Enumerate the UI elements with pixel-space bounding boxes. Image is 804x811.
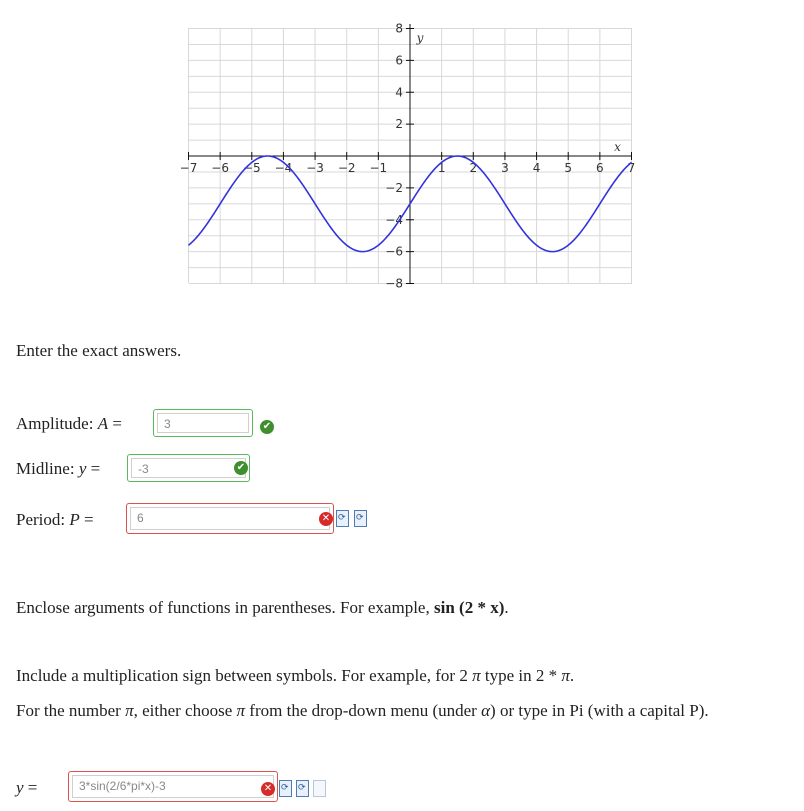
hint-pi [16, 701, 709, 721]
hint-multiplication [16, 666, 574, 686]
x-tick-label: −6 [211, 161, 229, 175]
y-tick-label: −8 [385, 276, 403, 291]
equation-row [16, 778, 37, 798]
show-answer-icon[interactable]: ⟳ [296, 780, 309, 797]
hint-pi-text: For the number [16, 701, 126, 720]
pi-symbol: π [125, 701, 134, 720]
x-tick-label: 1 [437, 161, 446, 175]
y-tick-label: 2 [395, 117, 403, 132]
y-tick-label: 4 [395, 85, 403, 100]
midline-input[interactable]: -3 [131, 458, 246, 478]
period-equals: = [84, 510, 94, 529]
equation-equals: = [27, 778, 38, 797]
x-tick-label: −1 [369, 161, 388, 175]
x-tick-label: −4 [274, 161, 293, 175]
correct-check-icon: ✔ [260, 420, 274, 434]
alpha-symbol: α [481, 701, 491, 720]
amplitude-row [16, 414, 122, 434]
correct-check-icon: ✔ [234, 461, 248, 475]
y-tick-label: −6 [385, 244, 403, 259]
x-tick-label: 5 [564, 161, 573, 175]
equation-input[interactable]: 3*sin(2/6*pi*x)-3 [72, 775, 274, 798]
amplitude-equals: = [112, 414, 122, 433]
period-input-wrapper [126, 503, 334, 534]
x-tick-label: 2 [469, 161, 478, 175]
x-tick-label: 4 [532, 161, 541, 175]
amplitude-input[interactable]: 3 [157, 413, 249, 433]
y-tick-label: 8 [395, 21, 403, 36]
incorrect-x-icon: ✕ [261, 782, 275, 796]
y-axis-label: y [416, 31, 424, 45]
hint-multiplication-text: Include a multiplication sign between symbols. For example, for 2 [16, 666, 473, 685]
amplitude-input-wrapper [153, 409, 253, 437]
hint-pi-text-4: ) or type in Pi (with a capital P). [490, 701, 709, 720]
x-tick-label: −3 [306, 161, 324, 175]
preview-answer-icon[interactable]: ⟳ [336, 510, 349, 527]
incorrect-x-icon: ✕ [319, 512, 333, 526]
midline-equals: = [90, 459, 101, 478]
x-tick-label: 3 [501, 161, 509, 175]
y-tick-label: −2 [385, 180, 403, 195]
x-tick-label: −7 [179, 161, 198, 175]
preview-answer-icon[interactable]: ⟳ [279, 780, 292, 797]
x-tick-label: −2 [337, 161, 356, 175]
amplitude-var: A [97, 414, 109, 433]
hint-parentheses [16, 598, 509, 618]
amplitude-label: Amplitude: [16, 414, 94, 433]
hint-parentheses-end: . [504, 598, 509, 617]
equation-input-wrapper [68, 771, 278, 802]
x-axis-label: x [614, 140, 621, 154]
graph-preview-icon[interactable] [313, 780, 326, 797]
sine-graph [0, 0, 804, 300]
instructions-text: Enter the exact answers. [16, 341, 182, 360]
pi-symbol: π [472, 666, 481, 685]
hint-pi-text-3: from the drop-down menu (under [245, 701, 482, 720]
y-tick-label: 6 [395, 53, 403, 68]
pi-symbol: π [561, 666, 570, 685]
hint-parentheses-text: Enclose arguments of functions in parentheses. For example, [16, 598, 434, 617]
pi-symbol: π [236, 701, 246, 720]
midline-input-wrapper [127, 454, 250, 482]
hint-multiplication-text-2: type in 2 * [480, 666, 562, 685]
period-label: Period: [16, 510, 66, 529]
x-tick-label: −5 [242, 161, 261, 175]
y-tick-label: −4 [385, 212, 403, 227]
x-tick-label: 6 [596, 161, 604, 175]
hint-parentheses-example: sin (2 * x) [433, 598, 505, 617]
hint-pi-text-2: , either choose [133, 701, 237, 720]
hint-multiplication-end: . [569, 666, 575, 685]
midline-var: y [78, 459, 87, 478]
period-row [16, 510, 94, 530]
midline-row [16, 459, 100, 479]
show-answer-icon[interactable]: ⟳ [354, 510, 367, 527]
period-input[interactable]: 6 [130, 507, 330, 530]
period-var: P [69, 510, 80, 529]
midline-label: Midline: [16, 459, 75, 478]
x-tick-label: 7 [627, 161, 636, 175]
equation-var: y [16, 778, 24, 797]
